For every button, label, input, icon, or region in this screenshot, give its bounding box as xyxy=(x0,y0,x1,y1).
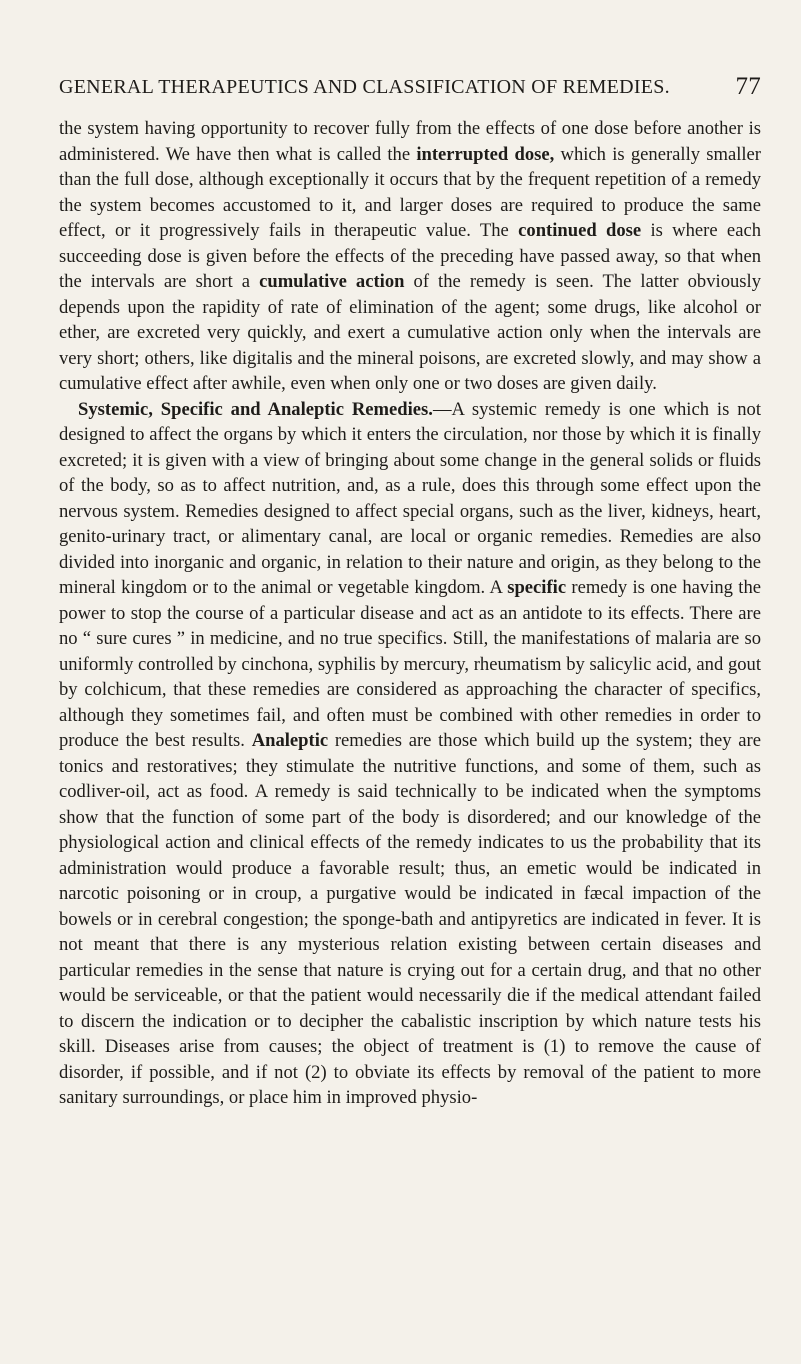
page-number: 77 xyxy=(735,73,761,100)
running-title: GENERAL THERAPEUTICS AND CLASSIFICATION OF REMEDIES. xyxy=(59,76,670,98)
text-run: is where each succeeding dose is given before the effects of the preceding have passed away, so that when the intervals are short a xyxy=(59,220,761,292)
term-cumulative-action: cumulative action xyxy=(259,271,405,292)
term-specific: specific xyxy=(507,577,567,598)
running-head xyxy=(59,73,761,104)
term-continued-dose: continued dose xyxy=(518,220,642,241)
term-analeptic: Analeptic xyxy=(251,730,329,751)
paragraph-systemic-remedies xyxy=(59,397,761,1111)
text-run: the system having opportunity to recover fully from the effects of one dose before another is administered. We have then what is called the xyxy=(59,118,761,165)
text-run: —A systemic remedy is one which is not designed to affect the organs by which it enters the circulation, nor those by which it is finally excreted; it is given with a view of bringing about some change in the general solids or fluids of the body, so as to affect nutrition, and, as a rule, does this through some effect upon the nervous system. Remedies designed to affect special organs, such as the liver, kidneys, heart, genito-urinary tract, or alimentary canal, are local or organic remedies. Remedies are also divided into inorganic and organic, in relation to their nature and origin, as they belong to the mineral kingdom or to the animal or vegetable kingdom. A xyxy=(59,398,762,598)
paragraph-dose-types xyxy=(59,116,761,397)
text-run: of the remedy is seen. The latter obviously depends upon the rapidity of rate of elimination of the agent; some drugs, like alcohol or ether, are excreted very quickly, and exert a cumulative action only when the intervals are very short; others, like digitalis and the mineral poisons, are excreted slowly, and may show a cumulative effect after awhile, even when only one or two doses are given daily. xyxy=(59,271,761,394)
body-text xyxy=(59,116,761,1111)
text-run: remedies are those which build up the system; they are tonics and restoratives; they stimulate the nutritive functions, and some of them, such as codliver-oil, act as food. A remedy is said technically to be indicated when the symptoms show that the function of some part of the body is disordered; and our knowledge of the physiological action and clinical effects of the remedy indicates to us the probability that its administration would produce a favorable result; thus, an emetic would be indicated in narcotic poisoning or in croup, a purgative would be indicated in fæcal impaction of the bowels or in cerebral congestion; the sponge-bath and antipyretics are indicated in fever. It is not meant that there is any mysterious relation existing between certain diseases and particular remedies in the sense that nature is crying out for a certain drug, and that no other would be serviceable, or that the patient would necessarily die if the medical attendant failed to discern the indication or to decipher the cabalistic inscription by which nature tests his skill. Diseases arise from causes; the object of treatment is (1) to remove the cause of disorder, if possible, and if not (2) to obviate its effects by removal of the patient to more sanitary surroundings, or place him in improved physio- xyxy=(59,730,762,1108)
text-run: which is generally smaller than the full dose, although exceptionally it occurs that by the frequent repetition of a remedy the system becomes accustomed to it, and larger doses are required to produce the same effect, or it progressively fails in therapeutic value. The xyxy=(59,143,761,241)
text-run: remedy is one having the power to stop the course of a particular disease and act as an antidote to its effects. There are no “ sure cures ” in medicine, and no true specifics. Still, the manifestations of malaria are so uniformly controlled by cinchona, syphilis by mercury, rheumatism by salicylic acid, and gout by colchicum, that these remedies are considered as approaching the character of specifics, although they sometimes fail, and often must be combined with other remedies in order to produce the best results. xyxy=(59,577,761,751)
term-interrupted-dose: interrupted dose, xyxy=(416,143,555,165)
section-heading: Systemic, Specific and Analeptic Remedies. xyxy=(78,398,433,420)
